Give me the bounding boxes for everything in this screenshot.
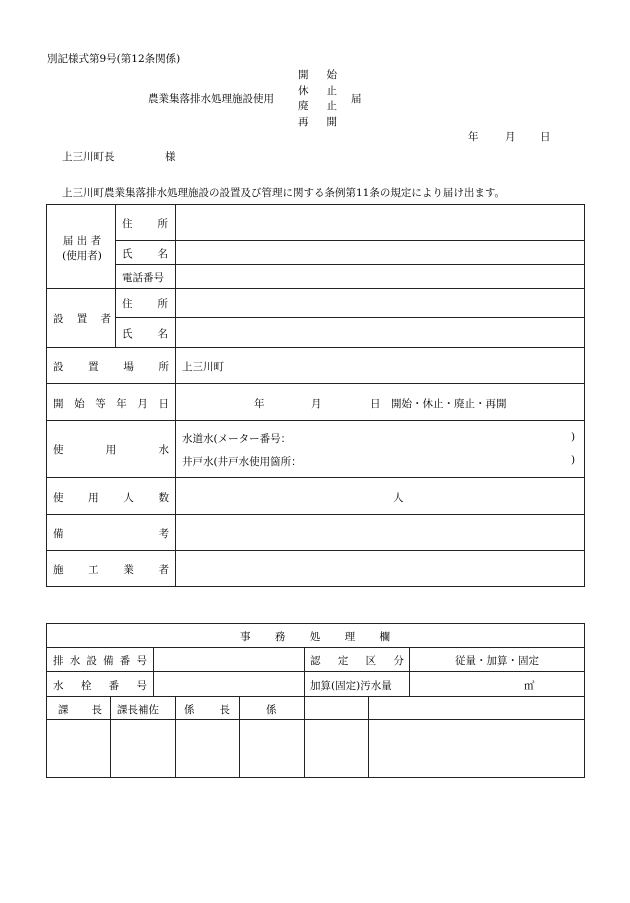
users-label: 使 用 人 数 xyxy=(53,492,169,504)
date-month: 月 xyxy=(505,131,516,143)
stamp-box-assistant-chief[interactable] xyxy=(111,720,174,777)
role-staff: 係 xyxy=(266,704,277,716)
role-subsection-chief: 係 長 xyxy=(184,704,230,716)
date-day: 日 xyxy=(540,131,551,143)
installer-name-label: 氏 名 xyxy=(122,328,168,340)
choice-suspend-b: 止 xyxy=(326,84,337,97)
location-label: 設 置 場 所 xyxy=(53,361,169,373)
title-prefix: 農業集落排水処理施設使用 xyxy=(148,93,274,105)
stamp-box-subsection-chief[interactable] xyxy=(176,720,238,777)
drain-no-label: 排 水 設 備 番 号 xyxy=(53,655,147,667)
title-suffix: 届 xyxy=(351,93,362,105)
choice-suspend-a: 休 xyxy=(298,84,309,97)
well-water-line[interactable]: 井戸水(井戸水使用箇所： xyxy=(182,456,302,468)
users-unit: 人 xyxy=(393,492,404,504)
sewage-volume-unit: ㎥ xyxy=(524,680,535,692)
start-type-options[interactable]: 開始・休止・廃止・再開 xyxy=(391,398,507,410)
intro-text: 上三川町農業集落排水処理施設の設置及び管理に関する条例第11条の規定により届け出ます。 xyxy=(62,187,506,199)
choice-start-b: 始 xyxy=(326,69,337,81)
addressee: 上三川町長 xyxy=(62,151,115,163)
installer-address-label: 住 所 xyxy=(122,298,168,310)
applicant-phone-label: 電話番号 xyxy=(122,272,164,284)
title-choices[interactable] xyxy=(298,67,337,129)
stamp-box-section-chief[interactable] xyxy=(47,720,109,777)
cert-class-options[interactable]: 従量・加算・固定 xyxy=(455,655,539,667)
start-year: 年 xyxy=(254,398,265,410)
users-field[interactable] xyxy=(176,478,584,513)
contractor-field[interactable] xyxy=(176,551,584,586)
applicant-name-field[interactable] xyxy=(176,241,584,263)
start-month: 月 xyxy=(311,398,322,410)
date-year: 年 xyxy=(468,131,479,143)
form-number: 別記様式第9号(第12条関係) xyxy=(47,53,181,65)
honorific: 様 xyxy=(165,151,176,163)
applicant-address-field[interactable] xyxy=(176,205,584,239)
start-day: 日 xyxy=(370,398,381,410)
tap-water-line[interactable]: 水道水(メーター番号： xyxy=(182,433,292,445)
drain-no-field[interactable] xyxy=(154,648,303,670)
tap-no-field[interactable] xyxy=(154,672,303,695)
applicant-label: 届 出 者 (使用者) xyxy=(62,235,102,262)
installer-address-field[interactable] xyxy=(176,289,584,316)
sewage-volume-label: 加算(固定)汚水量 xyxy=(310,680,392,692)
role-assistant-chief: 課長補佐 xyxy=(117,704,159,716)
remarks-field[interactable] xyxy=(176,515,584,549)
choice-abolish-a: 廃 xyxy=(298,100,309,112)
applicant-address-label: 住 所 xyxy=(122,218,168,230)
choice-start-a: 開 xyxy=(298,69,309,81)
stamp-box-staff[interactable] xyxy=(240,720,303,777)
choice-resume-b: 開 xyxy=(326,115,337,128)
start-date-label: 開 始 等 年 月 日 xyxy=(53,398,169,410)
location-value[interactable]: 上三川町 xyxy=(182,361,224,373)
tap-no-label: 水 栓 番 号 xyxy=(53,680,147,692)
cert-class-label: 認 定 区 分 xyxy=(310,655,404,667)
office-title: 事 務 処 理 欄 xyxy=(240,631,390,643)
contractor-label: 施 工 業 者 xyxy=(53,564,169,576)
well-water-close: ) xyxy=(571,454,576,466)
choice-resume-a: 再 xyxy=(298,115,309,128)
installer-label: 設 置 者 xyxy=(53,313,111,325)
choice-abolish-b: 止 xyxy=(326,100,337,112)
water-label: 使 用 水 xyxy=(53,444,169,456)
applicant-phone-field[interactable] xyxy=(176,265,584,287)
applicant-name-label: 氏 名 xyxy=(122,248,168,260)
tap-water-close: ) xyxy=(571,431,576,443)
role-section-chief: 課 長 xyxy=(58,704,102,716)
installer-name-field[interactable] xyxy=(176,318,584,346)
remarks-label: 備 考 xyxy=(53,528,169,540)
